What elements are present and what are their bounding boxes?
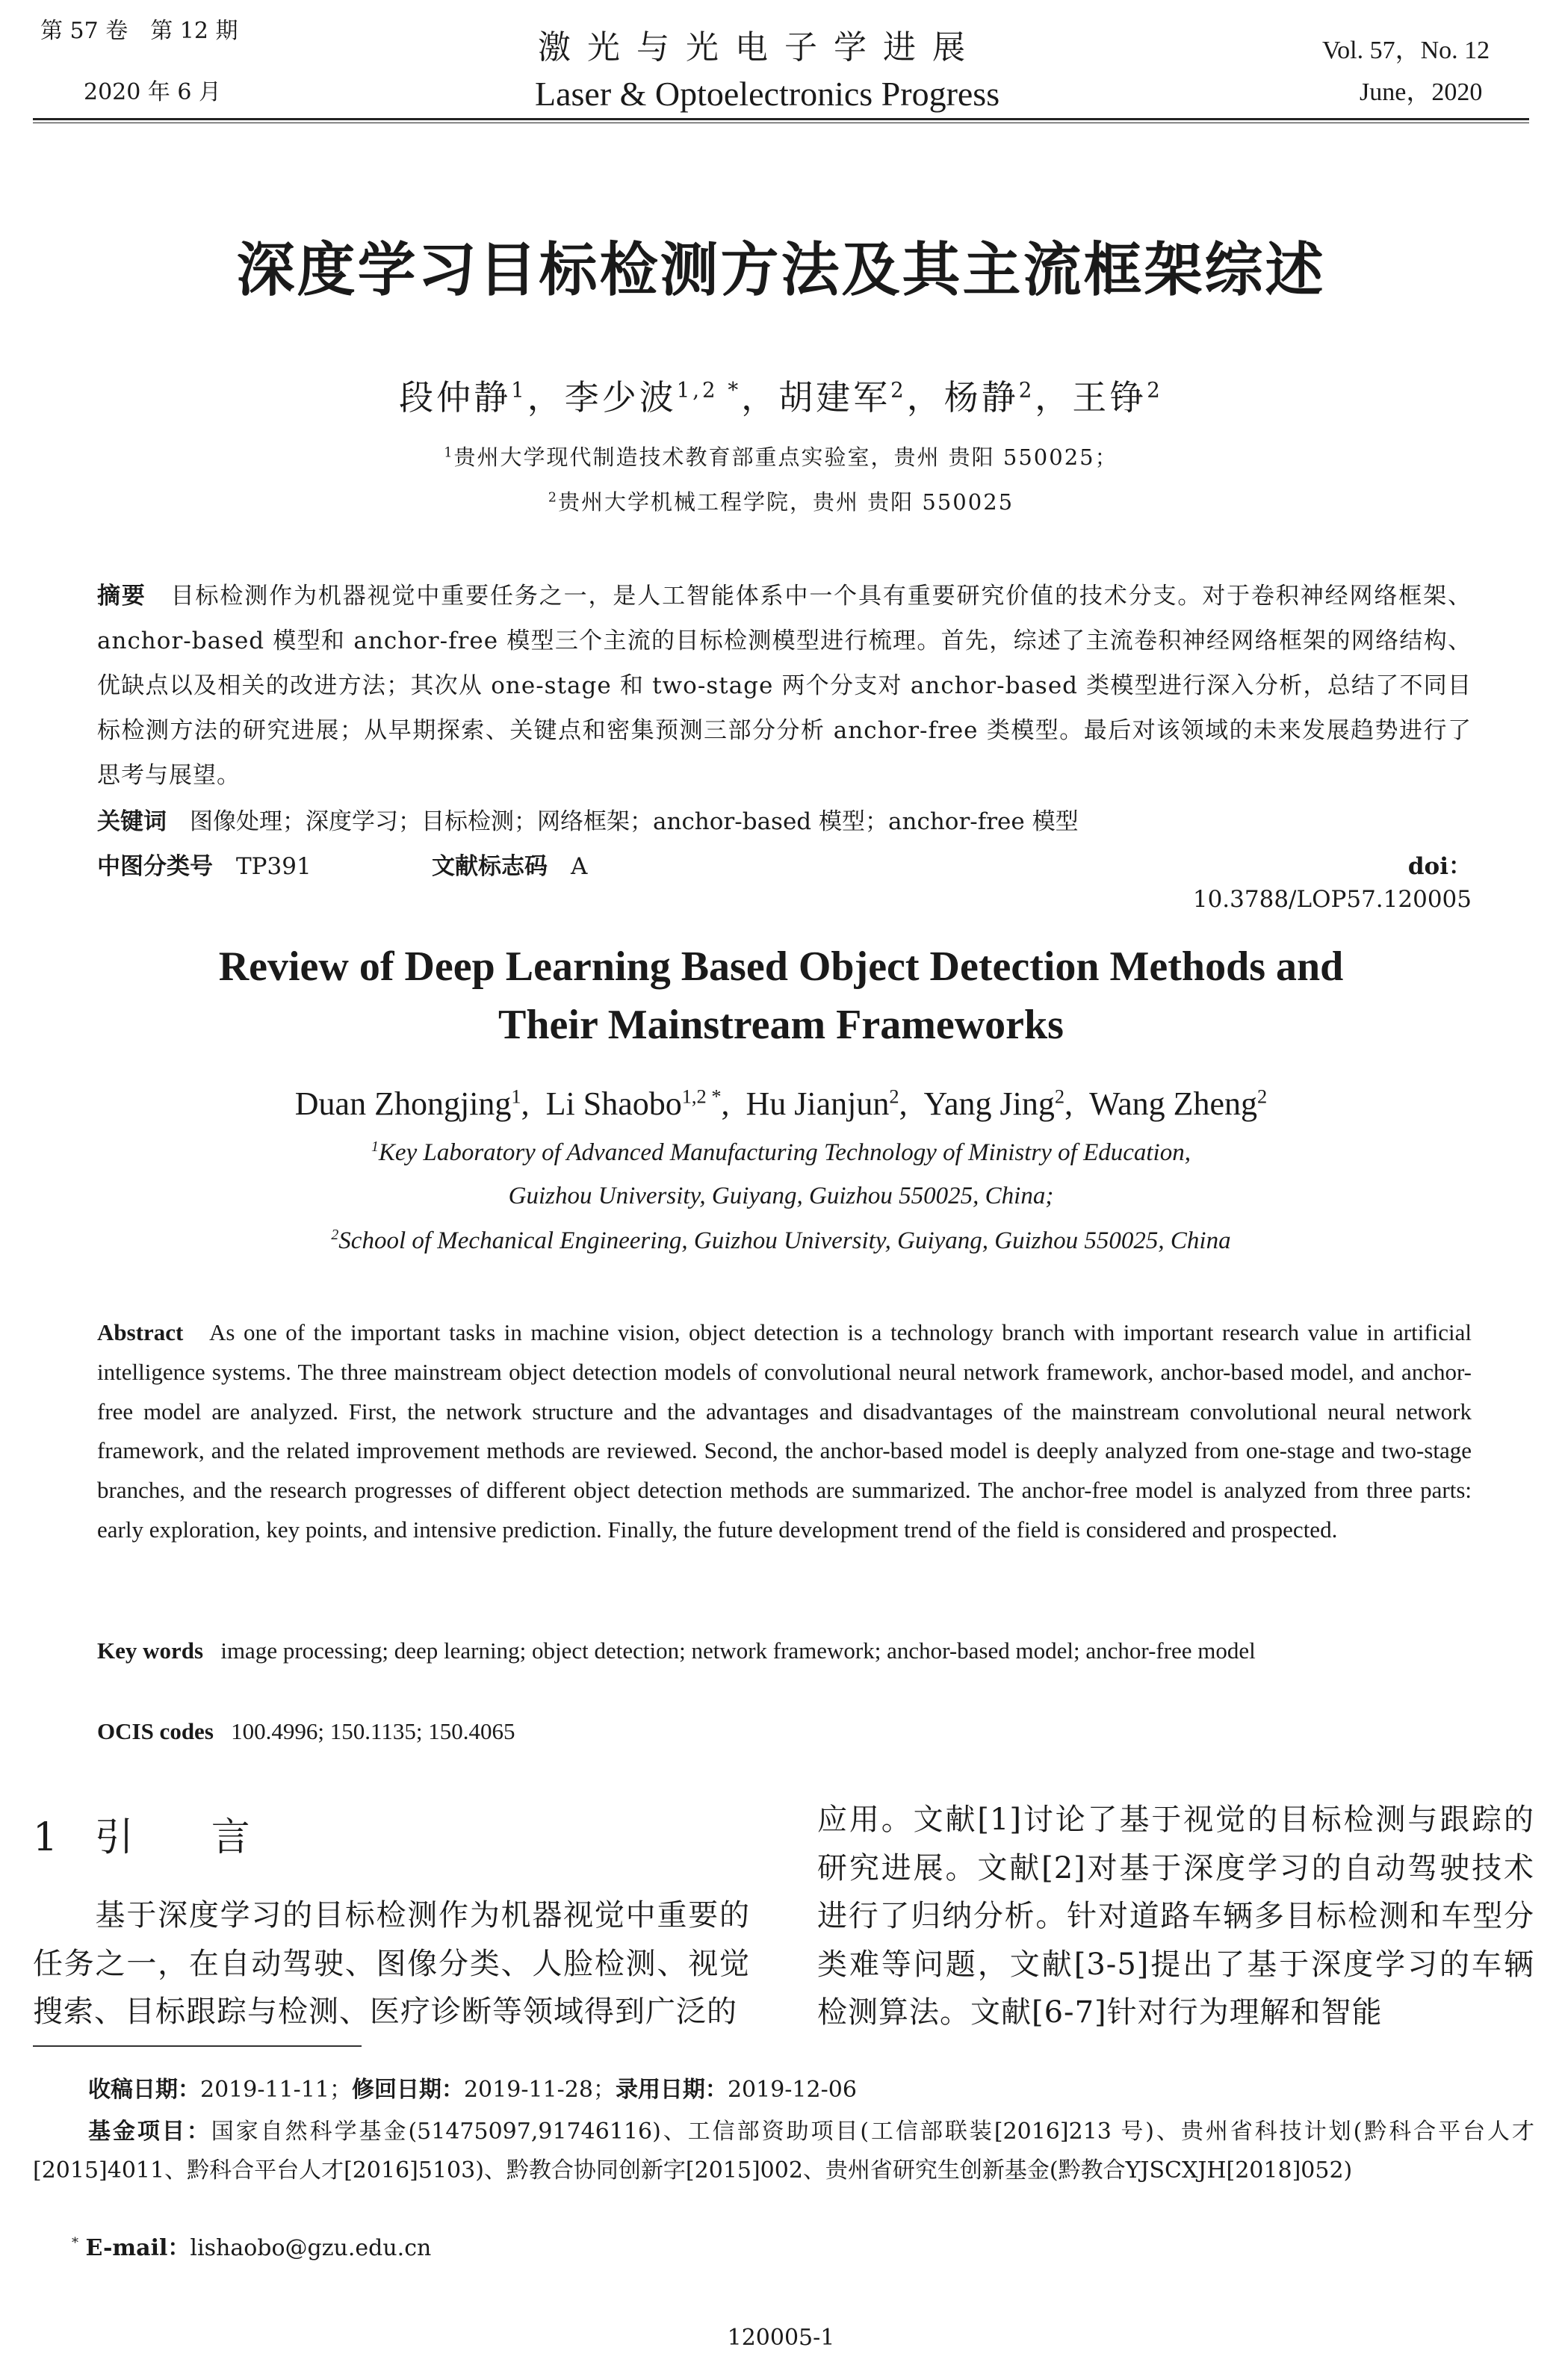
affiliation-text: 贵州大学现代制造技术教育部重点实验室，贵州 贵阳 550025； [453,444,1118,470]
header-rule [33,118,1529,120]
affiliation-cn-1 [0,442,1562,472]
affiliation-sup: 2 [331,1227,339,1243]
affiliation-text: 贵州大学机械工程学院，贵州 贵阳 550025 [557,489,1014,515]
volume-issue: 第 57 卷 第 12 期 [40,18,238,44]
email-label: E-mail： [85,2235,190,2261]
doc-label: 文献标志码 [432,853,548,880]
received-date: 2019-11-11； [200,2077,352,2103]
body-column-left: 基于深度学习的目标检测作为机器视觉中重要的任务之一，在自动驾驶、图像分类、人脸检测、视觉搜索、目标跟踪与检测、医疗诊断等领域得到广泛的 [33,1898,750,2029]
keywords-en [97,1631,1472,1670]
email-address: lishaobo@gzu.edu.cn [190,2235,432,2261]
author-name: Li Shaobo [545,1085,682,1122]
affiliation-text: School of Mechanical Engineering, Guizhou University, Guiyang, Guizhou 550025, China [338,1227,1231,1254]
revised-date: 2019-11-28； [463,2077,616,2103]
clc-label: 中图分类号 [97,853,213,880]
author-name: Yang Jing [923,1085,1055,1122]
journal-title-en: Laser & Optoelectronics Progress [535,75,1000,113]
keywords-text-en: image processing; deep learning; object detection; network framework; anchor-based model; anchor-free model [220,1637,1256,1664]
affiliation-sup: 2 [548,490,558,506]
author-sup: 2 [1147,377,1163,403]
footnote-rule [33,2045,362,2047]
ocis-codes [97,1715,515,1748]
authors-cn: 段仲静$^1$，李少波$^{1,2 *}$，胡建军$^2$，杨静$^2$，王铮$^2$ [399,377,1163,418]
author-sup: 1 [511,1085,521,1108]
page-title-en-line2: Their Mainstream Frameworks [498,1002,1064,1048]
affiliation-en-1 [0,1131,1562,1174]
affiliation-cn-2 [0,487,1562,517]
author-name: 胡建军 [778,377,891,418]
author-sup: 1,2 * [676,377,742,403]
ocis-label: OCIS codes [97,1718,214,1744]
abstract-cn [97,574,1472,798]
fund-label: 基金项目： [88,2119,211,2145]
accepted-date: 2019-12-06 [727,2077,857,2103]
abstract-label-cn: 摘要 [97,583,146,610]
affiliation-sup: 1 [371,1138,379,1155]
author-name: 段仲静 [399,377,512,418]
section-heading [33,1814,250,1862]
doi [1135,850,1472,916]
footnote-email [72,2229,431,2268]
ocis-value: 100.4996; 150.1135; 150.4065 [231,1718,515,1744]
publication-date-en: June，2020 [1360,78,1483,106]
email-mark: * [72,2235,78,2251]
publication-date-cn: 2020 年 6 月 [84,79,222,105]
author-name: 杨静 [943,377,1019,418]
journal-title-cn: 激光与光电子学进展 [538,28,982,66]
affiliation-sup: 1 [444,445,454,461]
page-number: 120005-1 [727,2325,835,2351]
section-title: 引 言 [94,1815,250,1860]
author-name: 王铮 [1072,377,1147,418]
keywords-label-cn: 关键词 [97,808,167,835]
keywords-text-cn: 图像处理；深度学习；目标检测；网络框架；anchor-based 模型；anchor-free 模型 [190,808,1079,835]
fund-text: 国家自然科学基金(51475097,91746116)、工信部资助项目(工信部联装[2016]213 号)、贵州省科技计划(黔科合平台人才[2015]4011、黔科合平台人才[2016]5103)、黔教合协同创新字[2015]002、贵州省研究生创新基金(黔教合YJSCXJH[2018]052) [33,2119,1535,2184]
author-name: Wang Zheng [1089,1085,1258,1122]
keywords-cn [97,805,1079,838]
author-sup: 2 [1018,377,1035,403]
abstract-text-cn: 目标检测作为机器视觉中重要任务之一，是人工智能体系中一个具有重要研究价值的技术分支。对于卷积神经网络框架、anchor-based 模型和 anchor-free 模型三个主流的目标检测模型进行梳理。首先，综述了主流卷积神经网络框架的网络结构、优缺点以及相关的改进方法；其次从 one-stage 和 two-stage 两个分支对 anchor-based 类模型进行深入分析，总结了不同目标检测方法的研究进展；从早期探索、关键点和密集预测三部分分析 anchor-free 类模型。最后对该领域的未来发展趋势进行了思考与展望。 [97,583,1472,789]
author-name: Duan Zhongjing [294,1085,512,1122]
affiliation-text: Key Laboratory of Advanced Manufacturing Technology of Ministry of Education, [378,1139,1191,1166]
authors-en: Duan Zhongjing$^1$, Li Shaobo$^{1,2 *}$, Hu Jianjun$^2$, Yang Jing$^2$, Wang Zheng$^2$ [294,1085,1268,1122]
author-sup: 2 [1257,1085,1268,1108]
accepted-label: 录用日期： [615,2077,728,2103]
page-title-cn: 深度学习目标检测方法及其主流框架综述 [236,236,1326,304]
author-name: 李少波 [564,377,677,418]
author-sup: 2 [1054,1085,1065,1108]
clc-value: TP391 [236,853,312,880]
abstract-en [97,1313,1472,1550]
section-number: 1 [33,1815,58,1860]
clc-number [97,850,312,883]
abstract-label-en: Abstract [97,1319,184,1345]
revised-label: 修回日期： [351,2077,464,2103]
body-column-right: 应用。文献[1]讨论了基于视觉的目标检测与跟踪的研究进展。文献[2]对基于深度学习的自动驾驶技术进行了归纳分析。针对道路车辆多目标检测和车型分类难等问题，文献[3-5]提出了基于深度学习的车辆检测算法。文献[6-7]针对行为理解和智能 [817,1803,1534,2030]
doi-value: 10.3788/LOP57.120005 [1192,886,1472,913]
footnote-dates [88,2071,857,2110]
affiliation-en-2 [0,1219,1562,1262]
author-sup: 1 [511,377,527,403]
volume-issue-en: Vol. 57，No. 12 [1322,37,1490,64]
author-sup: 2 [889,1085,899,1108]
doc-value: A [571,853,588,880]
author-sup: 2 [890,377,907,403]
affiliation-en-1-cont: Guizhou University, Guiyang, Guizhou 550025, China; [508,1183,1054,1209]
doi-label: doi： [1407,853,1472,880]
author-sup: 1,2 * [681,1085,722,1108]
author-name: Hu Jianjun [746,1085,890,1122]
document-code [432,850,587,883]
keywords-label-en: Key words [97,1637,204,1664]
footnote-fund [33,2113,1534,2190]
received-label: 收稿日期： [88,2077,200,2103]
abstract-text-en: As one of the important tasks in machine vision, object detection is a technology branch with important research value in artificial intelligence systems. The three mainstream object detection models of convolutional neural network framework, anchor-based model, and anchor-free model are analyzed. First, the network structure and the advantages and disadvantages of the mainstream convolutional neural network framework, and the related improvement methods are reviewed. Second, the anchor-based model is deeply analyzed from one-stage and two-stage branches, and the research progresses of different object detection methods are summarized. The anchor-free model is analyzed from three parts: early exploration, key points, and intensive prediction. Finally, the future development trend of the field is considered and prospected. [97,1319,1472,1543]
page-title-en-line1: Review of Deep Learning Based Object Detection Methods and [218,943,1344,990]
